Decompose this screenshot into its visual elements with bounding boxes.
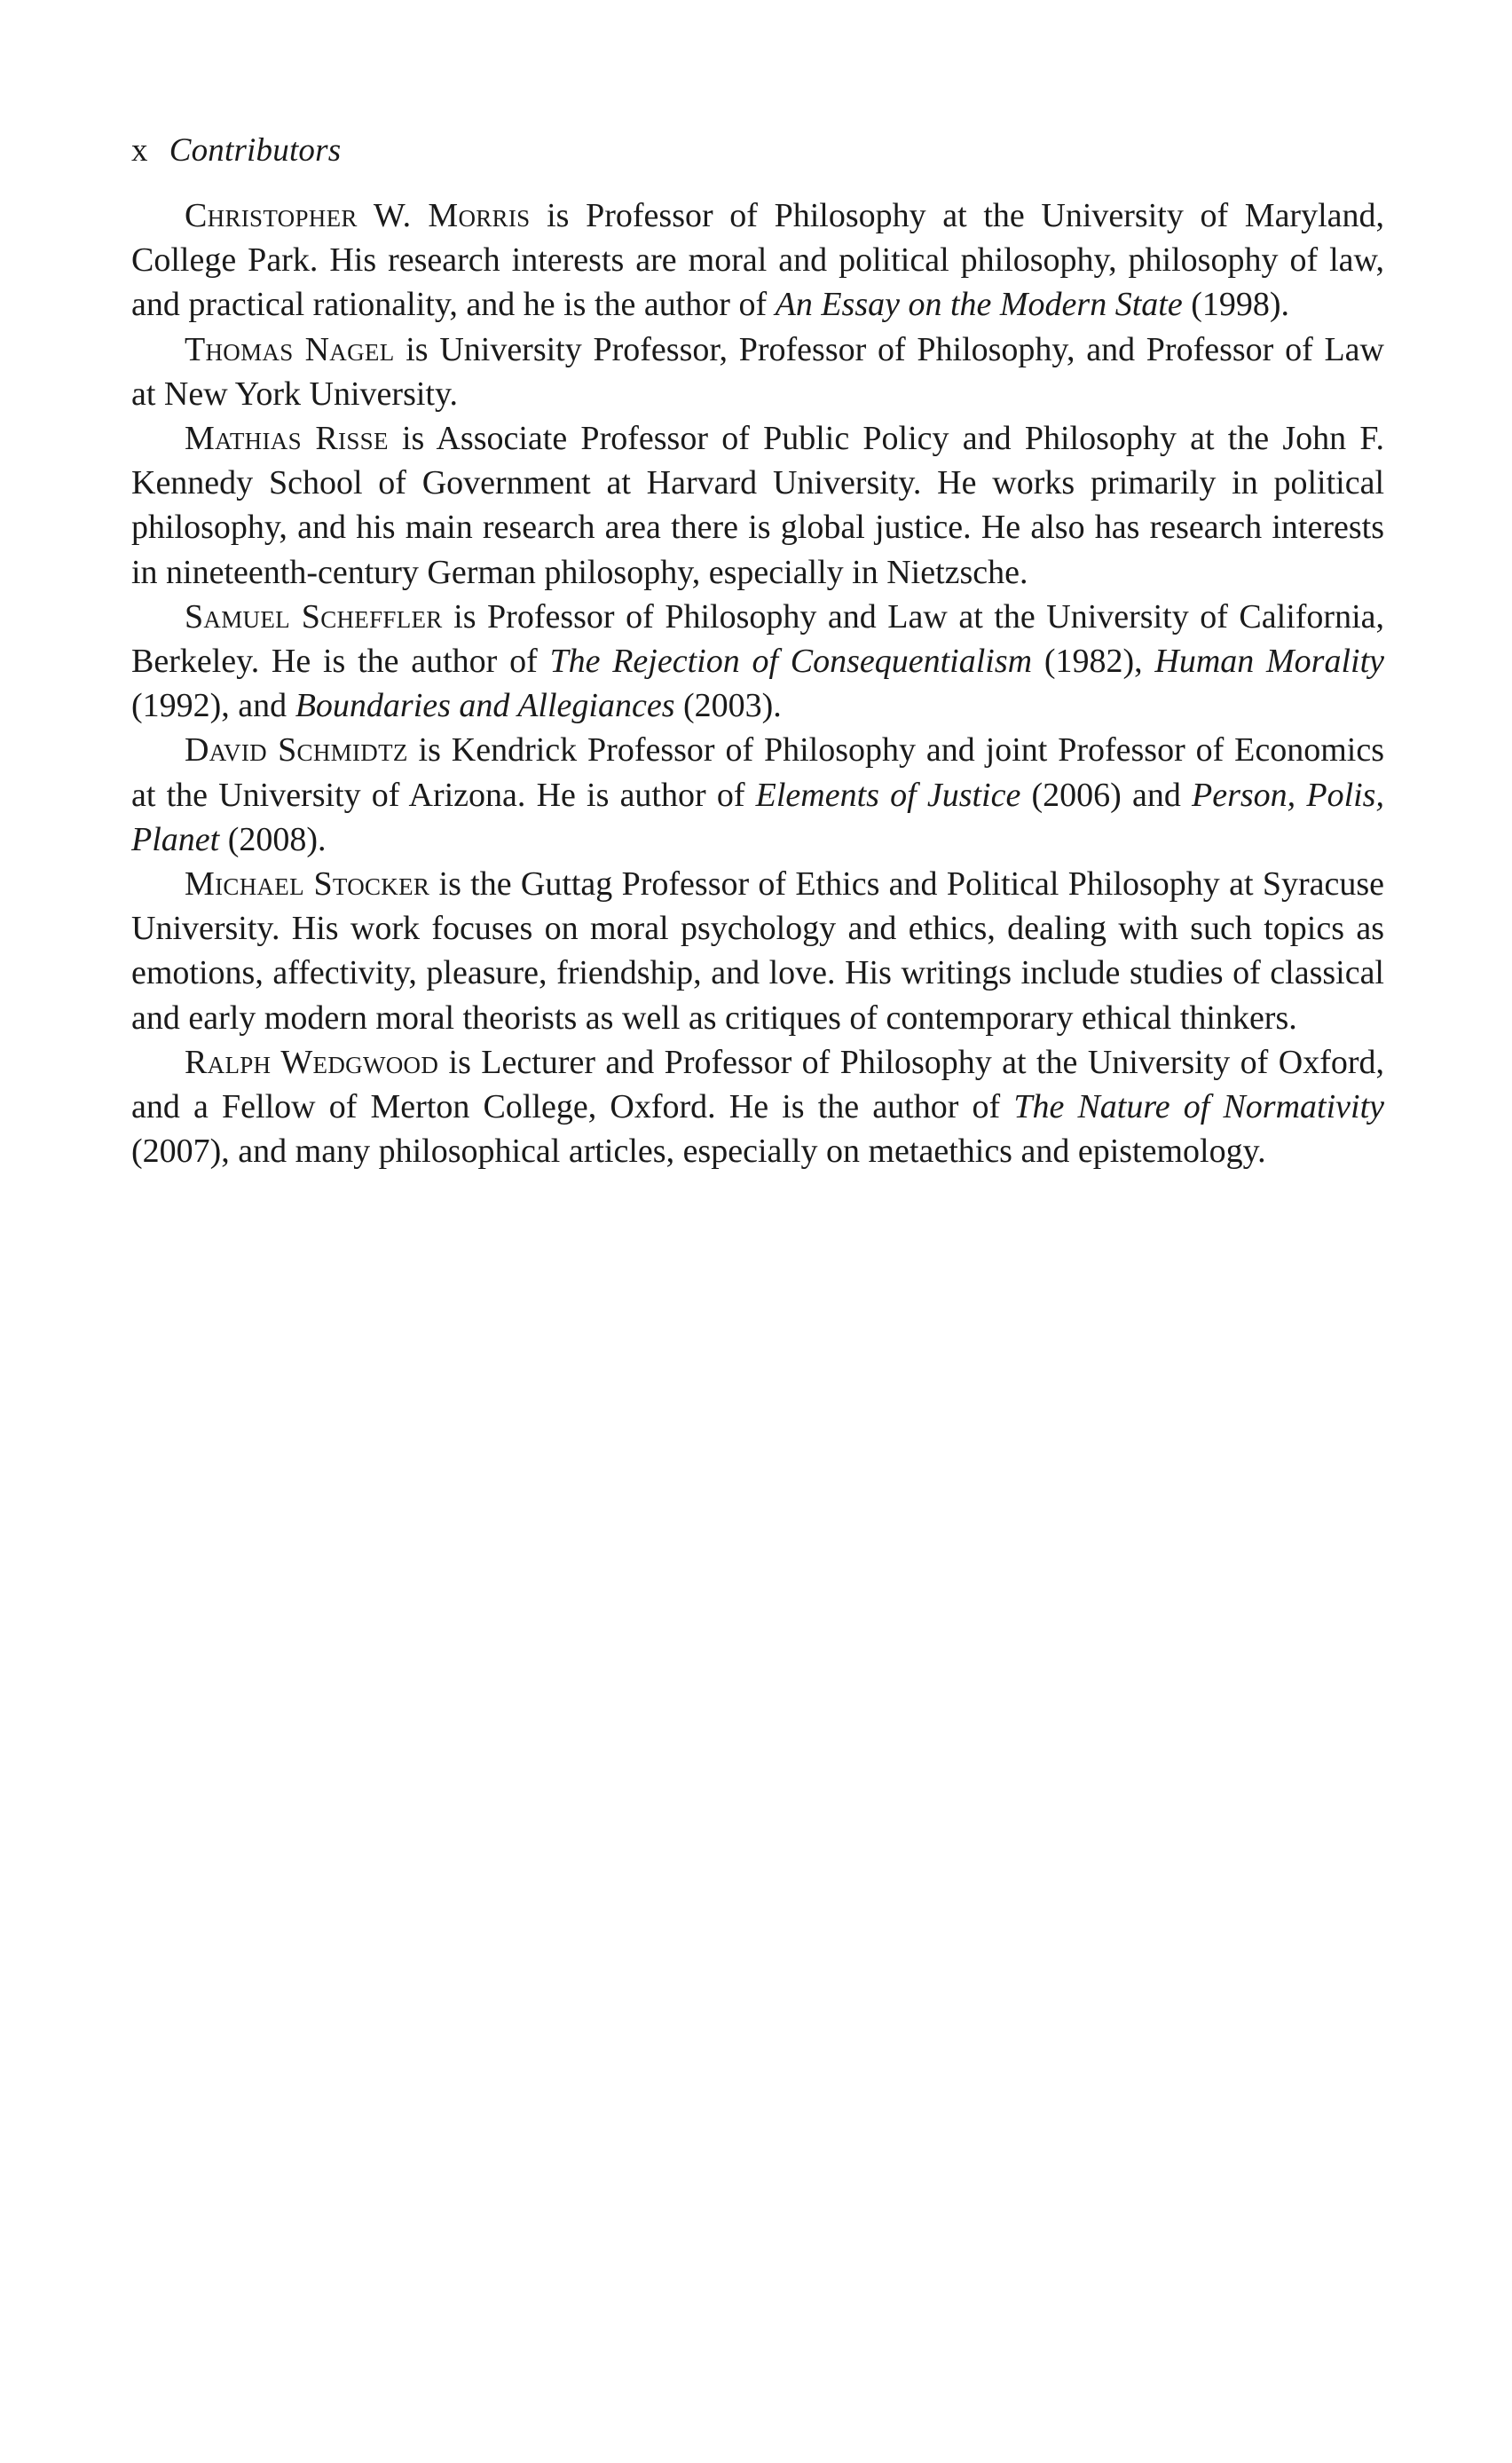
contributor-bio: (2007), and many philosophical articles, especially on metaethics and epistemology. (131, 1133, 1266, 1171)
contributor-bio: (1992), and (131, 687, 295, 725)
contributor-entry-schmidtz (131, 728, 1384, 862)
contributor-name: Ralph Wedgwood (185, 1043, 439, 1081)
contributor-name: Christopher W. Morris (185, 197, 531, 234)
contributor-entry-risse (131, 416, 1384, 595)
contributor-name: Michael Stocker (185, 865, 430, 904)
book-title: The Rejection of Consequentialism (549, 643, 1033, 681)
book-title: The Nature of Normativity (1013, 1088, 1384, 1126)
contributor-entry-scheffler (131, 595, 1384, 729)
book-title: Human Morality (1154, 643, 1385, 681)
page-number: x (131, 132, 148, 169)
contributor-entry-stocker (131, 862, 1384, 1040)
page (131, 124, 1384, 1173)
contributor-entry-morris (131, 193, 1384, 328)
contributor-bio: is Professor of Philosophy and Law at the University of California, Berkeley. He is the author of (131, 597, 1384, 681)
contributor-name: David Schmidtz (185, 731, 408, 770)
book-title: Elements of Justice (755, 776, 1021, 814)
contributor-bio: is the Guttag Professor of Ethics and Political Philosophy at Syracuse University. His work focuses on moral psychology and ethics, dealing with such topics as emotions, affectivity, pleasure, friendship, and love. His writings include studies of classical and early modern moral theorists as well as critiques of contemporary ethical thinkers. (131, 865, 1384, 1037)
contributor-name: Mathias Risse (185, 420, 389, 458)
contributor-bio: is Associate Professor of Public Policy and Philosophy at the John F. Kennedy School of Government at Harvard University. He works primarily in political philosophy, and his main research area there is global justice. He also has research interests in nineteenth-century German philosophy, especially in Nietzsche. (131, 420, 1384, 591)
running-head-title: Contributors (169, 132, 342, 169)
book-title: Person, Polis, Planet (131, 776, 1384, 858)
contributor-bio: (2003). (674, 687, 782, 725)
contributor-bio: (2006) and (1020, 776, 1193, 814)
contributor-bio: (2008). (219, 820, 327, 858)
contributor-name: Thomas Nagel (185, 330, 395, 368)
contributor-entry-nagel (131, 328, 1384, 416)
book-title: An Essay on the Modern State (775, 286, 1183, 324)
contributor-bio: (1998). (1182, 286, 1290, 324)
contributor-bio: (1982), (1032, 643, 1155, 681)
book-title: Boundaries and Allegiances (295, 687, 675, 725)
contributor-entry-wedgwood (131, 1040, 1384, 1174)
contributor-bio: is University Professor, Professor of Philosophy, and Professor of Law at New York University. (131, 330, 1384, 413)
contributor-name: Samuel Scheffler (185, 597, 443, 635)
running-head (131, 124, 1384, 178)
contributor-bio: is Kendrick Professor of Philosophy and joint Professor of Economics at the University of Arizona. He is author of (131, 731, 1384, 814)
contributor-bio: is Professor of Philosophy at the University of Maryland, College Park. His research interests are moral and political philosophy, philosophy of law, and practical rationality, and he is the author of (131, 197, 1385, 324)
contributor-bio: is Lecturer and Professor of Philosophy at the University of Oxford, and a Fellow of Merton College, Oxford. He is the author of (131, 1043, 1385, 1126)
